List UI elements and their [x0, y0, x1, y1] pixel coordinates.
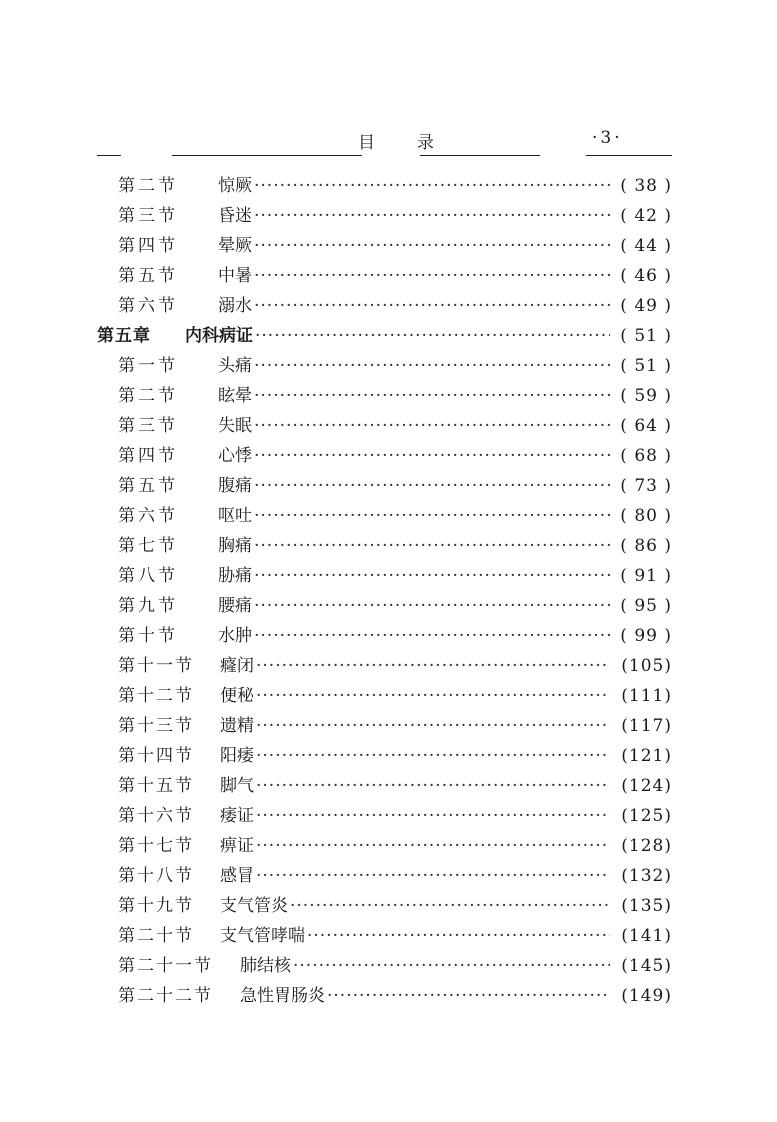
dot-leader	[327, 982, 610, 1010]
section-number: 第一节	[118, 356, 178, 376]
entry-page-number: ( 73 )	[620, 476, 672, 496]
toc-section-entry	[118, 772, 672, 800]
section-number: 第十节	[118, 626, 178, 646]
entry-title: 支气管哮喘	[220, 926, 305, 946]
entry-title: 惊厥	[218, 176, 252, 196]
entry-title: 支气管炎	[220, 896, 288, 916]
section-number: 第七节	[118, 536, 178, 556]
dot-leader	[254, 502, 610, 530]
toc-section-entry	[118, 622, 672, 650]
section-number: 第十四节	[118, 746, 194, 766]
section-number: 第二十节	[118, 926, 194, 946]
toc-section-entry	[118, 982, 672, 1010]
toc-section-entry	[118, 562, 672, 590]
entry-title: 便秘	[220, 686, 254, 706]
entry-title: 胁痛	[218, 566, 252, 586]
toc-section-entry	[118, 742, 672, 770]
toc-chapter-entry	[97, 322, 672, 350]
dot-leader	[256, 742, 610, 770]
entry-page-number: ( 95 )	[620, 596, 672, 616]
entry-page-number: ( 46 )	[620, 266, 672, 286]
section-number: 第十八节	[118, 866, 194, 886]
entry-page-number: (105)	[621, 656, 672, 676]
dot-leader	[254, 292, 610, 320]
entry-page-number: ( 99 )	[620, 626, 672, 646]
entry-title: 痿证	[220, 806, 254, 826]
toc-section-entry	[118, 442, 672, 470]
entry-title: 感冒	[220, 866, 254, 886]
page-header	[0, 118, 777, 168]
entry-page-number: (141)	[621, 926, 672, 946]
dot-leader	[290, 892, 610, 920]
toc-section-entry	[118, 232, 672, 260]
dot-leader	[254, 382, 610, 410]
section-number: 第三节	[118, 416, 178, 436]
toc-section-entry	[118, 592, 672, 620]
dot-leader	[254, 562, 610, 590]
entry-page-number: (125)	[621, 806, 672, 826]
dot-leader	[254, 592, 610, 620]
dot-leader	[255, 322, 610, 350]
dot-leader	[254, 352, 610, 380]
entry-title: 水肿	[218, 626, 252, 646]
entry-title: 脚气	[220, 776, 254, 796]
entry-title: 内科病证	[185, 326, 253, 346]
section-number: 第五节	[118, 476, 178, 496]
entry-title: 阳痿	[220, 746, 254, 766]
section-number: 第十六节	[118, 806, 194, 826]
section-number: 第八节	[118, 566, 178, 586]
entry-page-number: (145)	[621, 956, 672, 976]
entry-page-number: (111)	[621, 686, 672, 706]
entry-page-number: ( 86 )	[620, 536, 672, 556]
toc-section-entry	[118, 412, 672, 440]
dot-leader	[254, 262, 610, 290]
toc-section-entry	[118, 892, 672, 920]
section-number: 第四节	[118, 236, 178, 256]
toc-section-entry	[118, 652, 672, 680]
toc-section-entry	[118, 532, 672, 560]
section-number: 第四节	[118, 446, 178, 466]
dot-leader	[254, 172, 610, 200]
entry-title: 昏迷	[218, 206, 252, 226]
dot-leader	[256, 652, 610, 680]
dot-leader	[256, 802, 610, 830]
dot-leader	[254, 442, 610, 470]
entry-title: 肺结核	[240, 956, 291, 976]
entry-page-number: ( 49 )	[620, 296, 672, 316]
entry-title: 中暑	[218, 266, 252, 286]
entry-title: 头痛	[218, 356, 252, 376]
dot-leader	[254, 622, 610, 650]
section-number: 第二十二节	[118, 986, 213, 1006]
entry-page-number: ( 38 )	[620, 176, 672, 196]
entry-title: 失眠	[218, 416, 252, 436]
entry-title: 遗精	[220, 716, 254, 736]
dot-leader	[293, 952, 610, 980]
page-number: ·3·	[592, 128, 623, 148]
toc-section-entry	[118, 922, 672, 950]
dot-leader	[307, 922, 610, 950]
dot-leader	[256, 682, 610, 710]
header-rule	[420, 155, 540, 156]
entry-page-number: ( 91 )	[620, 566, 672, 586]
entry-page-number: (149)	[621, 986, 672, 1006]
dot-leader	[254, 472, 610, 500]
toc-section-entry	[118, 802, 672, 830]
entry-page-number: ( 80 )	[620, 506, 672, 526]
dot-leader	[256, 772, 610, 800]
entry-title: 痹证	[220, 836, 254, 856]
section-number: 第十二节	[118, 686, 194, 706]
dot-leader	[254, 202, 610, 230]
entry-title: 胸痛	[218, 536, 252, 556]
entry-title: 腰痛	[218, 596, 252, 616]
toc-section-entry	[118, 292, 672, 320]
dot-leader	[256, 862, 610, 890]
toc-section-entry	[118, 202, 672, 230]
section-number: 第十七节	[118, 836, 194, 856]
section-number: 第十一节	[118, 656, 194, 676]
entry-page-number: ( 44 )	[620, 236, 672, 256]
section-number: 第十九节	[118, 896, 194, 916]
section-number: 第五节	[118, 266, 178, 286]
entry-title: 心悸	[218, 446, 252, 466]
entry-title: 呕吐	[218, 506, 252, 526]
entry-title: 眩晕	[218, 386, 252, 406]
toc-section-entry	[118, 472, 672, 500]
dot-leader	[254, 532, 610, 560]
entry-page-number: ( 64 )	[620, 416, 672, 436]
entry-page-number: (117)	[621, 716, 672, 736]
section-number: 第三节	[118, 206, 178, 226]
entry-page-number: ( 59 )	[620, 386, 672, 406]
entry-page-number: (132)	[621, 866, 672, 886]
toc-section-entry	[118, 862, 672, 890]
entry-page-number: (128)	[621, 836, 672, 856]
entry-title: 癃闭	[220, 656, 254, 676]
dot-leader	[254, 232, 610, 260]
toc-section-entry	[118, 382, 672, 410]
section-number: 第六节	[118, 506, 178, 526]
entry-page-number: ( 51 )	[620, 356, 672, 376]
toc-section-entry	[118, 262, 672, 290]
header-rule	[97, 155, 121, 156]
entry-page-number: (121)	[621, 746, 672, 766]
header-rule	[172, 155, 362, 156]
entry-title: 晕厥	[218, 236, 252, 256]
dot-leader	[254, 412, 610, 440]
dot-leader	[256, 832, 610, 860]
toc-section-entry	[118, 832, 672, 860]
toc-section-entry	[118, 712, 672, 740]
entry-title: 溺水	[218, 296, 252, 316]
toc-section-entry	[118, 952, 672, 980]
chapter-number: 第五章	[97, 326, 151, 346]
toc-section-entry	[118, 352, 672, 380]
header-rule	[586, 155, 672, 156]
running-title: 目录	[358, 133, 476, 153]
entry-title: 腹痛	[218, 476, 252, 496]
entry-page-number: ( 68 )	[620, 446, 672, 466]
section-number: 第十三节	[118, 716, 194, 736]
entry-page-number: ( 51 )	[620, 326, 672, 346]
toc-section-entry	[118, 682, 672, 710]
entry-title: 急性胃肠炎	[240, 986, 325, 1006]
toc-section-entry	[118, 172, 672, 200]
section-number: 第二节	[118, 386, 178, 406]
section-number: 第六节	[118, 296, 178, 316]
section-number: 第二节	[118, 176, 178, 196]
entry-page-number: ( 42 )	[620, 206, 672, 226]
dot-leader	[256, 712, 610, 740]
entry-page-number: (124)	[621, 776, 672, 796]
section-number: 第二十一节	[118, 956, 213, 976]
section-number: 第九节	[118, 596, 178, 616]
section-number: 第十五节	[118, 776, 194, 796]
toc-section-entry	[118, 502, 672, 530]
entry-page-number: (135)	[621, 896, 672, 916]
